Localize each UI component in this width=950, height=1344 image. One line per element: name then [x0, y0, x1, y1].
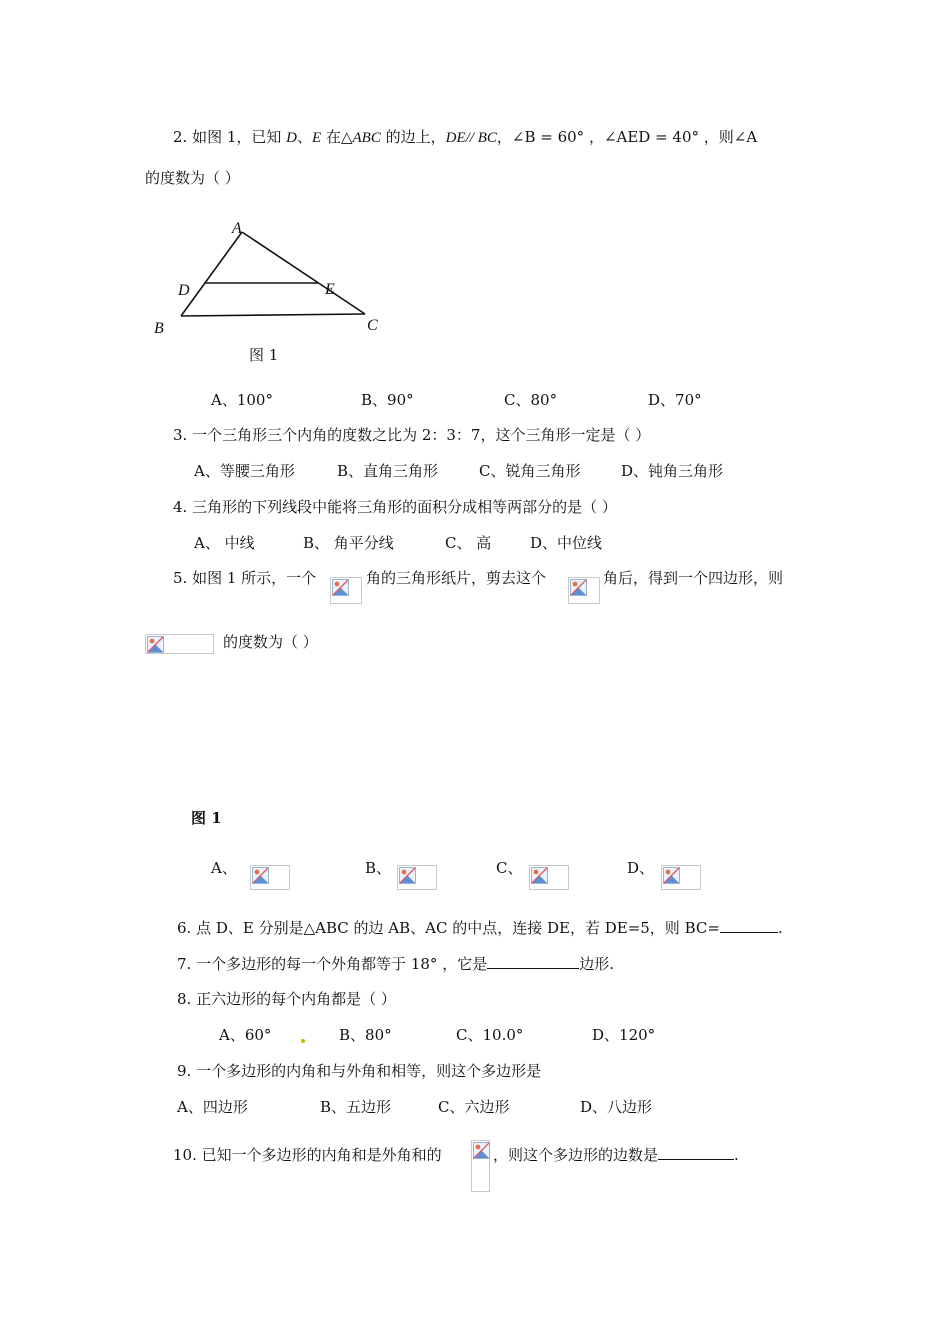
q2-option-c[interactable]: C、80°	[504, 391, 558, 409]
triangle-figure	[145, 215, 395, 345]
vertex-e-label: E	[325, 281, 335, 298]
q2-option-b[interactable]: B、90°	[361, 391, 414, 409]
figure-caption: 图 1	[249, 346, 279, 364]
q7-answer-blank[interactable]	[487, 954, 579, 969]
q10-text-part2: ，则这个多边形的边数是 .	[493, 1146, 739, 1164]
q8-option-d[interactable]: D、120°	[592, 1026, 656, 1044]
q4-text: 4. 三角形的下列线段中能将三角形的面积分成相等两部分的是（ ）	[173, 498, 617, 516]
q4-option-c[interactable]: C、 高	[445, 534, 492, 552]
q10-image-icon	[471, 1140, 490, 1192]
q4-option-a[interactable]: A、 中线	[194, 534, 255, 552]
q6-text: 6. 点 D、E 分别是△ABC 的边 AB、AC 的中点，连接 DE，若 DE=5，则 BC= .	[177, 919, 783, 937]
q4-option-d[interactable]: D、中位线	[530, 534, 603, 552]
q5-text-part3: 角后，得到一个四边形，则	[603, 569, 784, 587]
q6-answer-blank[interactable]	[720, 918, 778, 933]
q3-text: 3. 一个三角形三个内角的度数之比为 2：3：7，这个三角形一定是（ ）	[173, 426, 651, 444]
q3-option-a[interactable]: A、等腰三角形	[194, 462, 295, 480]
q9-text: 9. 一个多边形的内角和与外角和相等，则这个多边形是	[177, 1062, 542, 1080]
vertex-a-label: A	[232, 220, 242, 237]
q9-option-b[interactable]: B、五边形	[320, 1098, 392, 1116]
q9-option-c[interactable]: C、六边形	[438, 1098, 510, 1116]
q5-text-part1: 5. 如图 1 所示，一个	[173, 569, 317, 587]
q5-option-c-image-icon	[529, 865, 569, 890]
q10-text-part1: 10. 已知一个多边形的内角和是外角和的	[173, 1146, 442, 1164]
vertex-d-label: D	[178, 282, 190, 299]
q5-option-b-image-icon	[397, 865, 437, 890]
q3-option-c[interactable]: C、锐角三角形	[479, 462, 581, 480]
q8-option-c[interactable]: C、10.0°	[456, 1026, 524, 1044]
q4-option-b[interactable]: B、 角平分线	[303, 534, 394, 552]
q2-option-a[interactable]: A、100°	[211, 391, 273, 409]
q9-option-a[interactable]: A、四边形	[177, 1098, 248, 1116]
q5-option-a[interactable]: A、	[211, 859, 237, 877]
q5-image-icon-2	[568, 577, 600, 604]
q3-option-d[interactable]: D、钝角三角形	[621, 462, 724, 480]
stray-dot	[301, 1039, 305, 1043]
q3-option-b[interactable]: B、直角三角形	[337, 462, 439, 480]
vertex-c-label: C	[367, 317, 378, 334]
q8-option-b[interactable]: B、80°	[339, 1026, 392, 1044]
q5-option-d[interactable]: D、	[627, 859, 655, 877]
q5-text-part4: 的度数为（ ）	[223, 633, 318, 651]
q5-text-part2: 角的三角形纸片，剪去这个	[366, 569, 547, 587]
q5-image-icon-1	[330, 577, 362, 604]
q10-answer-blank[interactable]	[658, 1145, 734, 1160]
vertex-b-label: B	[154, 320, 164, 337]
q7-text: 7. 一个多边形的每一个外角都等于 18° ，它是 边形.	[177, 955, 614, 973]
q5-figure-caption: 图 1	[191, 809, 222, 827]
q2-option-d[interactable]: D、70°	[648, 391, 702, 409]
q8-text: 8. 正六边形的每个内角都是（ ）	[177, 990, 396, 1008]
q5-option-c[interactable]: C、	[496, 859, 523, 877]
q8-option-a[interactable]: A、60°	[219, 1026, 272, 1044]
q5-option-b[interactable]: B、	[365, 859, 392, 877]
q2-line1: 2. 如图 1，已知 D、E 在△ABC 的边上，DE// BC，∠B = 60° ，∠AED = 40° ，则∠A	[173, 128, 758, 146]
q5-option-d-image-icon	[661, 865, 701, 890]
q2-line2: 的度数为（ ）	[145, 169, 240, 187]
q5-option-a-image-icon	[250, 865, 290, 890]
q5-image-icon-3	[145, 634, 214, 654]
q9-option-d[interactable]: D、八边形	[580, 1098, 653, 1116]
